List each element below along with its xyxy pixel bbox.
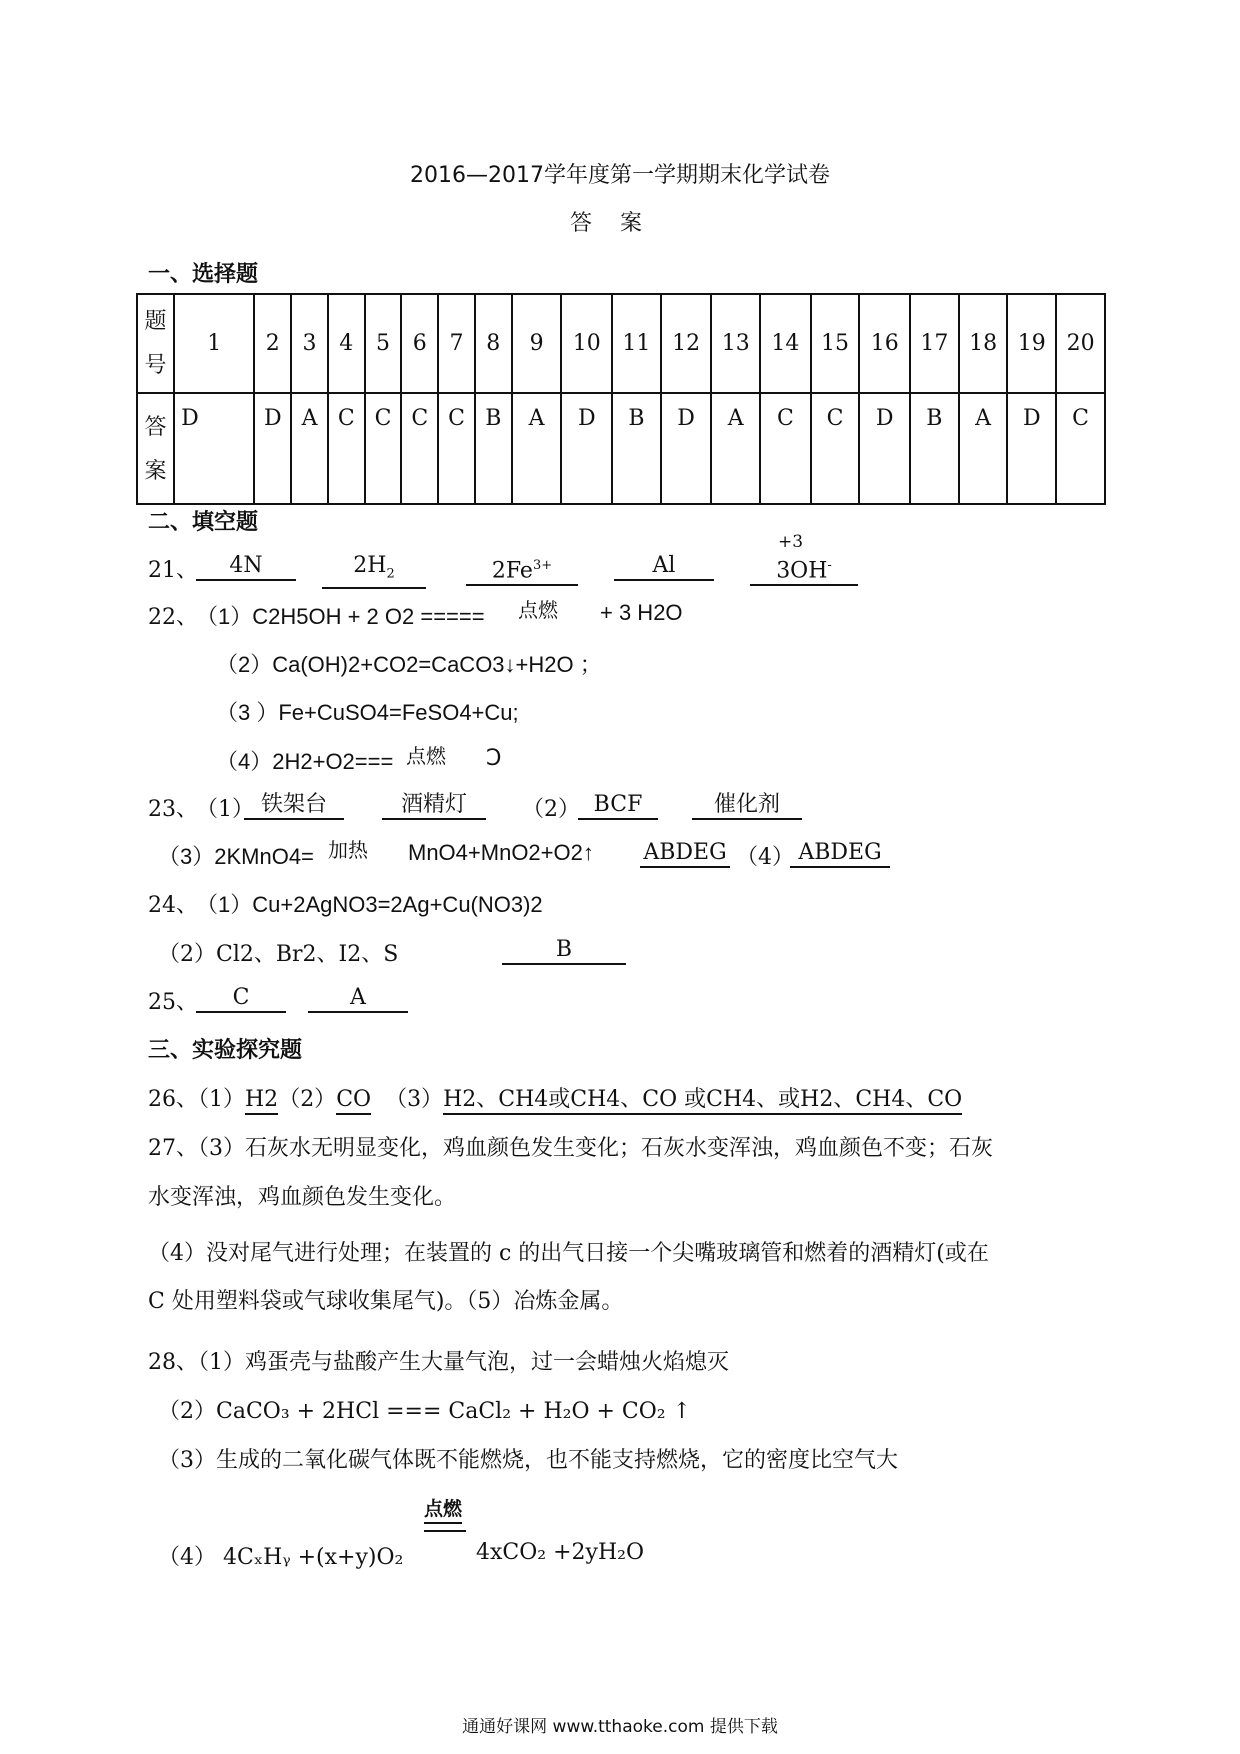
q22-line-3: （3 ）Fe+CuSO4=FeSO4+Cu; [216,700,519,725]
q22-number: 22、 [148,605,198,630]
page-footer: 通通好课网 www.tthaoke.com 提供下载 [462,1717,778,1737]
q23-a4: 催化剂 [692,792,802,820]
q26-a1: H2 [245,1087,278,1115]
question-number-cell: 8 [475,294,512,393]
q21-a3-base: 2Fe [491,558,533,584]
section-heading-choice: 一、选择题 [148,262,259,287]
q24-line-2: （2）Cl2、Br2、I2、S [158,942,399,967]
question-number-cell: 9 [512,294,562,393]
question-number-cell: 7 [438,294,475,393]
answer-cell: A [512,393,562,504]
q21-a4: Al [614,553,714,581]
question-number-cell: 10 [561,294,612,393]
q23-part-1: （1） [196,797,254,822]
q22-line-2: （2）Ca(OH)2+CO2=CaCO3↓+H2O ； [216,652,602,677]
question-number-cell: 5 [365,294,402,393]
answer-cell: D [254,393,291,504]
q21-number: 21、 [148,558,198,583]
answer-cell: D [1007,393,1056,504]
q24-a1: B [502,937,626,965]
answer-cell: A [959,393,1008,504]
question-number-cell: 15 [811,294,860,393]
q26-a3: H2、CH4或CH4、CO 或CH4、或H2、CH4、CO [443,1087,962,1115]
q26-part-3: （3） [385,1087,444,1112]
q21-a5-sup: - [827,558,832,573]
answer-cell: B [475,393,512,504]
question-number-cell: 11 [612,294,661,393]
question-number-cell: 12 [661,294,712,393]
question-number-cell: 17 [910,294,959,393]
q24-number: 24、 [148,893,198,918]
q21-answer-1 [196,553,296,581]
q25-number: 25、 [148,990,198,1015]
answer-cell: C [760,393,811,504]
q22-line-1-end: + 3 H2O [600,600,683,625]
answer-cell: C [811,393,860,504]
q23-a5: ABDEG [640,840,730,868]
q25-answer-2 [308,985,408,1013]
answer-cell: B [612,393,661,504]
q25-a2: A [308,985,408,1013]
q22-line-1: （1）C2H5OH + 2 O2 ===== [196,604,485,629]
q26-line [148,1082,962,1115]
answer-cell: C [401,393,438,504]
question-number-cell: 3 [291,294,328,393]
question-number-cell: 4 [328,294,365,393]
q21-a2 [322,553,426,589]
q23-answer-4 [692,792,802,820]
q23-answer-5 [640,840,730,868]
question-number-cell: 16 [859,294,910,393]
answer-cell: C [438,393,475,504]
q26-part-1: （1） [198,1087,245,1112]
document-title: 2016—2017学年度第一学期期末化学试卷 [410,163,830,188]
q27-line-2: 水变浑浊，鸡血颜色发生变化。 [148,1185,457,1210]
q27-line-3: （4）没对尾气进行处理；在装置的 c 的出气日接一个尖嘴玻璃管和燃着的酒精灯(或在 [148,1241,989,1266]
q26-a2: CO [336,1087,371,1115]
q23-answer-1 [244,792,344,820]
q23-a6: ABDEG [790,840,890,868]
q28-line-1: 28、（1）鸡蛋壳与盐酸产生大量气泡，过一会蜡烛火焰熄灭 [148,1350,729,1375]
question-number-cell: 18 [959,294,1008,393]
q28-line-3: （3）生成的二氧化碳气体既不能燃烧，也不能支持燃烧，它的密度比空气大 [158,1448,898,1473]
q28-equation-bar [424,1530,466,1532]
q23-a2: 酒精灯 [382,792,486,820]
q28-condition: 点燃 [424,1498,462,1524]
q23-part-2: （2） [522,797,580,822]
q21-a5 [750,553,858,586]
q21-a5-base: 3OH [776,558,828,584]
q22-line-4-end: Ↄ [486,745,502,770]
question-number-cell: 6 [401,294,438,393]
q22-line-4: （4）2H2+O2=== [216,749,394,774]
q23-line-2: （3）2KMnO4= [158,844,314,869]
answer-cell: C [365,393,402,504]
question-number-cell: 19 [1007,294,1056,393]
answer-cell: C [328,393,365,504]
answer-cell: D [859,393,910,504]
row-header-number: 题号 [137,294,174,393]
answer-table [136,293,1106,505]
q21-a2-base: 2H [353,553,387,578]
q21-a5-valence: +3 [778,532,804,552]
q26-number: 26、 [148,1087,198,1112]
q21-a3 [466,553,578,586]
q25-answer-1 [196,985,286,1013]
q23-line-2-end: MnO4+MnO2+O2↑ [408,840,594,865]
answer-cell: A [711,393,760,504]
answer-cell: B [910,393,959,504]
q25-a1: C [196,985,286,1013]
question-number-cell: 1 [174,294,254,393]
answer-cell: D [661,393,712,504]
question-number-cell: 13 [711,294,760,393]
section-heading-experiment: 三、实验探究题 [148,1038,303,1063]
question-number-cell: 14 [760,294,811,393]
q22-condition-4: 点燃 [406,746,446,768]
q24-line-1: （1）Cu+2AgNO3=2Ag+Cu(NO3)2 [196,892,543,917]
q28-line-2: （2）CaCO₃ + 2HCl === CaCl₂ + H₂O + CO₂ ↑ [158,1399,692,1424]
q23-a1: 铁架台 [244,792,344,820]
q28-line-4-end: 4xCO₂ +2yH₂O [476,1540,644,1565]
answer-cell: D [174,393,254,504]
q23-answer-6 [790,840,890,868]
q21-answer-4 [614,553,714,581]
q21-answer-3 [466,553,578,586]
q27-line-1: 27、（3）石灰水无明显变化，鸡血颜色发生变化；石灰水变浑浊，鸡血颜色不变；石灰 [148,1136,993,1161]
document-subtitle: 答案 [569,211,670,236]
answer-cell: A [291,393,328,504]
section-heading-fill: 二、填空题 [148,510,259,535]
row-header-answer: 答案 [137,393,174,504]
question-number-cell: 20 [1056,294,1105,393]
answer-cell: D [561,393,612,504]
q23-condition: 加热 [328,840,368,862]
q23-part-4: （4） [736,845,794,870]
q28-line-4: （4） 4CₓHᵧ +(x+y)O₂ [158,1545,404,1570]
table-row-answers [137,393,1105,504]
q23-answer-3 [578,792,658,820]
table-row-numbers [137,294,1105,393]
q26-part-2: （2） [278,1087,337,1112]
q21-a1: 4N [196,553,296,581]
q21-answer-5 [750,553,858,586]
q21-answer-2 [322,553,426,589]
q21-a3-sup: 3+ [532,558,553,573]
q21-a2-sub: 2 [386,566,395,582]
q27-line-4: C 处用塑料袋或气球收集尾气)。（5）冶炼金属。 [148,1289,624,1314]
q23-number: 23、 [148,797,198,822]
q24-answer [502,937,626,965]
answer-cell: C [1056,393,1105,504]
q23-answer-2 [382,792,486,820]
question-number-cell: 2 [254,294,291,393]
q22-condition-1: 点燃 [518,600,558,622]
q23-a3: BCF [578,792,658,820]
